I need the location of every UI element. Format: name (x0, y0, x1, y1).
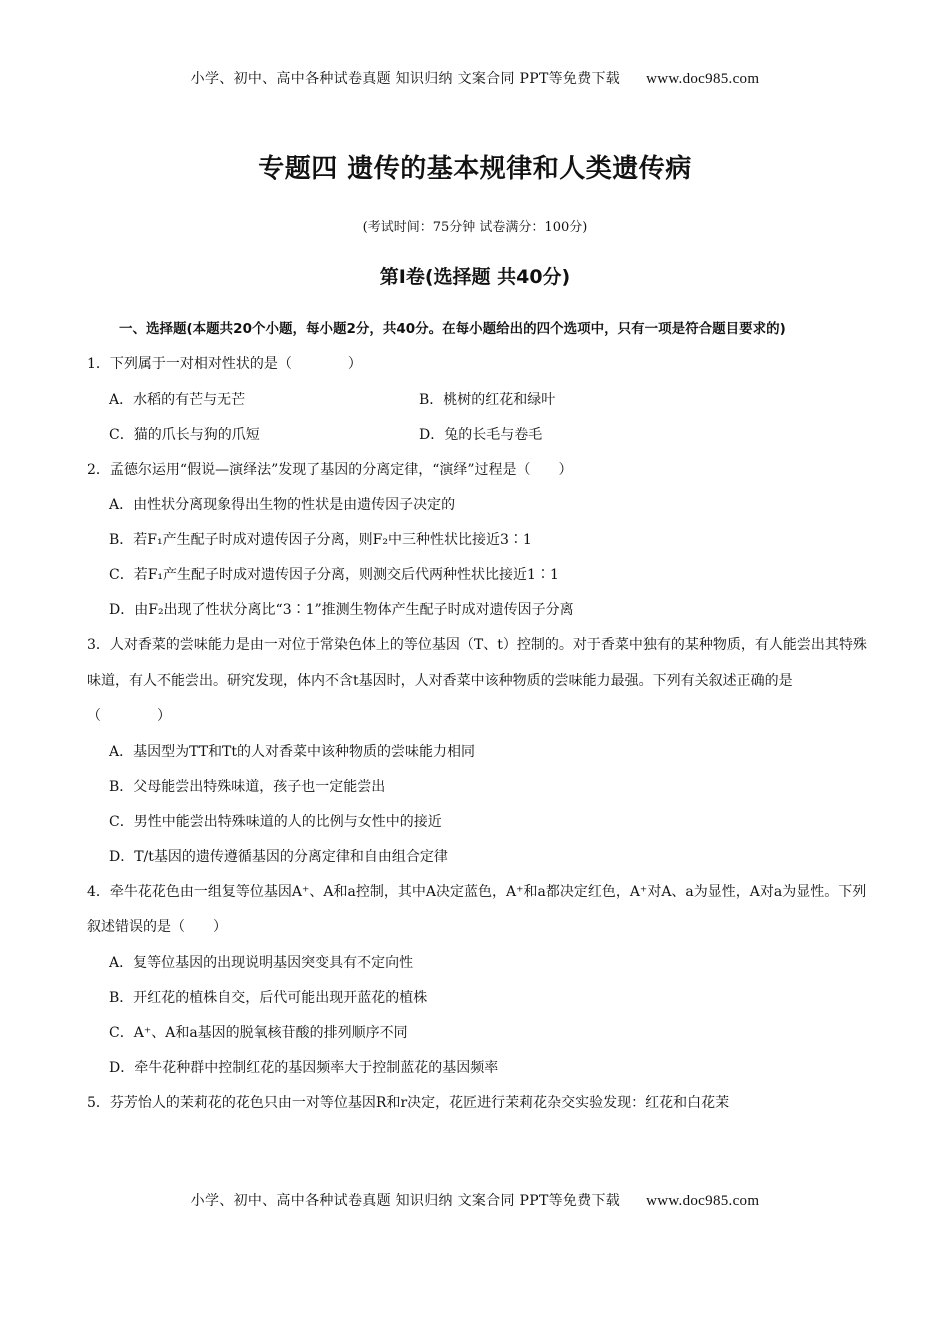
option: B．桃树的红花和绿叶 (419, 391, 556, 408)
option: A．由性状分离现象得出生物的性状是由遗传因子决定的 (109, 497, 456, 513)
footer-text: 小学、初中、高中各种试卷真题 知识归纳 文案合同 PPT等免费下载 (190, 1193, 621, 1209)
question-stem: 4．牵牛花花色由一组复等位基因A⁺、A和a控制，其中A决定蓝色，A⁺和a都决定红色，A⁺对A、a为显性，A对a为显性。下列叙述错误的是（ ） (87, 883, 867, 935)
option: B．若F₁产生配子时成对遗传因子分离，则F₂中三种性状比接近3∶1 (109, 532, 532, 548)
question-stem: 5．芬芳怡人的茉莉花的花色只由一对等位基因R和r决定，花匠进行茉莉花杂交实验发现：红花和白花茉 (87, 1094, 730, 1111)
option: A．复等位基因的出现说明基因突变具有不定向性 (109, 954, 414, 971)
instruction: 一、选择题(本题共20个小题，每小题2分，共40分。在每小题给出的四个选项中，只有一项是符合题目要求的) (119, 321, 786, 337)
option: C．A⁺、A和a基因的脱氧核苷酸的排列顺序不同 (109, 1024, 408, 1041)
option: C．猫的爪长与狗的爪短 (109, 426, 260, 443)
option: D．由F₂出现了性状分离比“3∶1”推测生物体产生配子时成对遗传因子分离 (109, 602, 574, 618)
header-text: 小学、初中、高中各种试卷真题 知识归纳 文案合同 PPT等免费下载 (190, 71, 621, 87)
header-site[interactable]: www.doc985.com (646, 71, 760, 87)
option: C．男性中能尝出特殊味道的人的比例与女性中的接近 (109, 813, 442, 830)
option-row (87, 383, 867, 418)
question-stem: 2．孟德尔运用“假说—演绎法”发现了基因的分离定律，“演绎”过程是（ ） (87, 461, 573, 478)
question-stem: 3．人对香菜的尝味能力是由一对位于常染色体上的等位基因（T、t）控制的。对于香菜中独有的某种物质，有人能尝出其特殊味道，有人不能尝出。研究发现，体内不含t基因时，人对香菜中该种物质的尝味能力最强。下列有关叙述正确的是（ ） (87, 637, 867, 724)
option-row (87, 418, 867, 453)
question-content (87, 312, 867, 1121)
question-stem: 1．下列属于一对相对性状的是（ ） (87, 356, 362, 372)
footer-site[interactable]: www.doc985.com (646, 1193, 760, 1209)
option: D．T/t基因的遗传遵循基因的分离定律和自由组合定律 (109, 848, 448, 865)
option: D．牵牛花种群中控制红花的基因频率大于控制蓝花的基因频率 (109, 1059, 499, 1076)
page-footer (0, 1190, 950, 1210)
option: A．基因型为TT和Tt的人对香菜中该种物质的尝味能力相同 (109, 743, 476, 760)
option: B．开红花的植株自交，后代可能出现开蓝花的植株 (109, 989, 428, 1006)
option: C．若F₁产生配子时成对遗传因子分离，则测交后代两种性状比接近1∶1 (109, 567, 559, 583)
option: A．水稻的有芒与无芒 (109, 391, 246, 408)
section-heading: 第Ⅰ卷(选择题 共40分) (379, 266, 571, 288)
option: B．父母能尝出特殊味道，孩子也一定能尝出 (109, 778, 386, 795)
page-header (0, 68, 950, 88)
exam-info: (考试时间：75分钟 试卷满分：100分) (362, 220, 588, 235)
option: D．兔的长毛与卷毛 (419, 426, 543, 443)
page-title: 专题四 遗传的基本规律和人类遗传病 (258, 154, 692, 184)
